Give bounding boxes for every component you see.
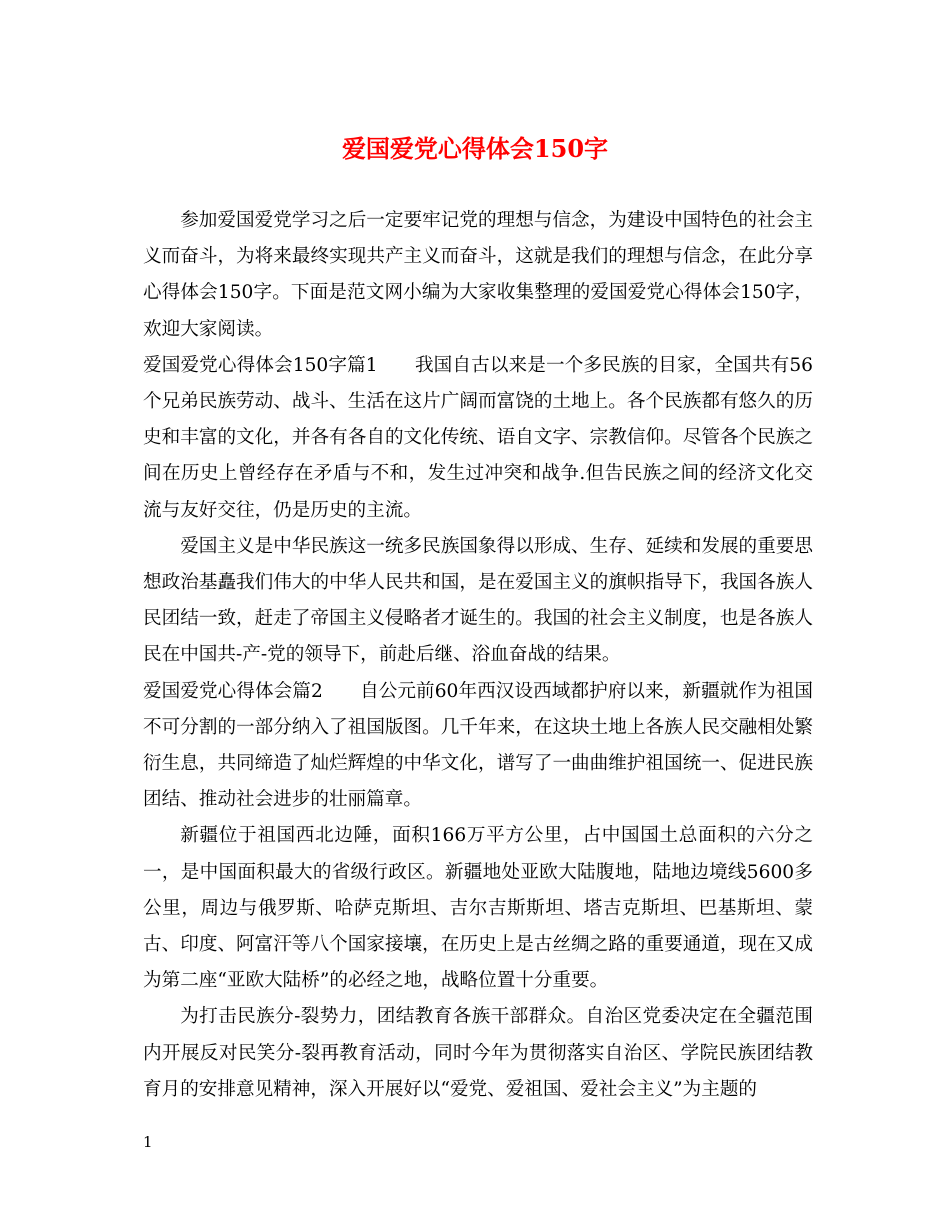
section1-paragraph-2: 爱国主义是中华民族这一统多民族国象得以形成、生存、延续和发展的重要思想政治基矗我们伟大的中华人民共和国，是在爱国主义的旗帜指导下，我国各族人民团结一致，赶走了帝国主义侵略者才诞生的。我国的社会主义制度，也是各族人民在中国共-产-党的领导下，前赴后继、浴血奋战的结果。 — [143, 535, 813, 666]
section2-paragraph-3: 为打击民族分-裂势力，团结教育各族干部群众。自治区党委决定在全疆范围内开展反对民笑分-裂再教育活动，同时今年为贯彻落实自治区、学院民族团结教育月的安排意见精神，深入开展好以“爱党、爱祖国、爱社会主义”为主题的 — [143, 1006, 813, 1100]
section2-text: 自公元前60年西汉设西域都护府以来，新疆就作为祖国不可分割的一部分纳入了祖国版图。几千年来，在这块土地上各族人民交融相处繁衍生息，共同缔造了灿烂辉煌的中华文化，谱写了一曲曲维护祖国统一、促进民族团结、推动社会进步的壮丽篇章。 — [143, 680, 813, 811]
section2-paragraph — [143, 674, 813, 819]
section1-text: 我国自古以来是一个多民族的目家，全国共有56个兄弟民族劳动、战斗、生活在这片广阔而富饶的土地上。各个民族都有悠久的历史和丰富的文化，并各有各自的文化传统、语自文字、宗教信仰。尽管各个民族之间在历史上曾经存在矛盾与不和，发生过冲突和战争.但告民族之间的经济文化交流与友好交往，仍是历史的主流。 — [143, 354, 813, 521]
section1-paragraph — [143, 348, 813, 529]
intro-paragraph: 参加爱国爱党学习之后一定要牢记党的理想与信念，为建设中国特色的社会主义而奋斗，为将来最终实现共产主义而奋斗，这就是我们的理想与信念，在此分享心得体会150字。下面是范文网小编为大家收集整理的爱国爱党心得体会150字，欢迎大家阅读。 — [143, 210, 813, 340]
document-body — [143, 203, 813, 1108]
section2-heading: 爱国爱党心得体会篇2 — [143, 680, 323, 702]
section1-heading: 爱国爱党心得体会150字篇1 — [143, 354, 378, 376]
document-title: 爱国爱党心得体会150字 — [341, 134, 609, 163]
page-number: 1 — [143, 1133, 153, 1151]
section2-paragraph-2: 新疆位于祖国西北边陲，面积166万平方公里，占中国国土总面积的六分之一，是中国面积最大的省级行政区。新疆地处亚欧大陆腹地，陆地边境线5600多公里，周边与俄罗斯、哈萨克斯坦、吉尔吉斯斯坦、塔吉克斯坦、巴基斯坦、蒙古、印度、阿富汗等八个国家接壤，在历史上是古丝绸之路的重要通道，现在又成为第二座“亚欧大陆桥”的必经之地，战略位置十分重要。 — [143, 825, 813, 992]
